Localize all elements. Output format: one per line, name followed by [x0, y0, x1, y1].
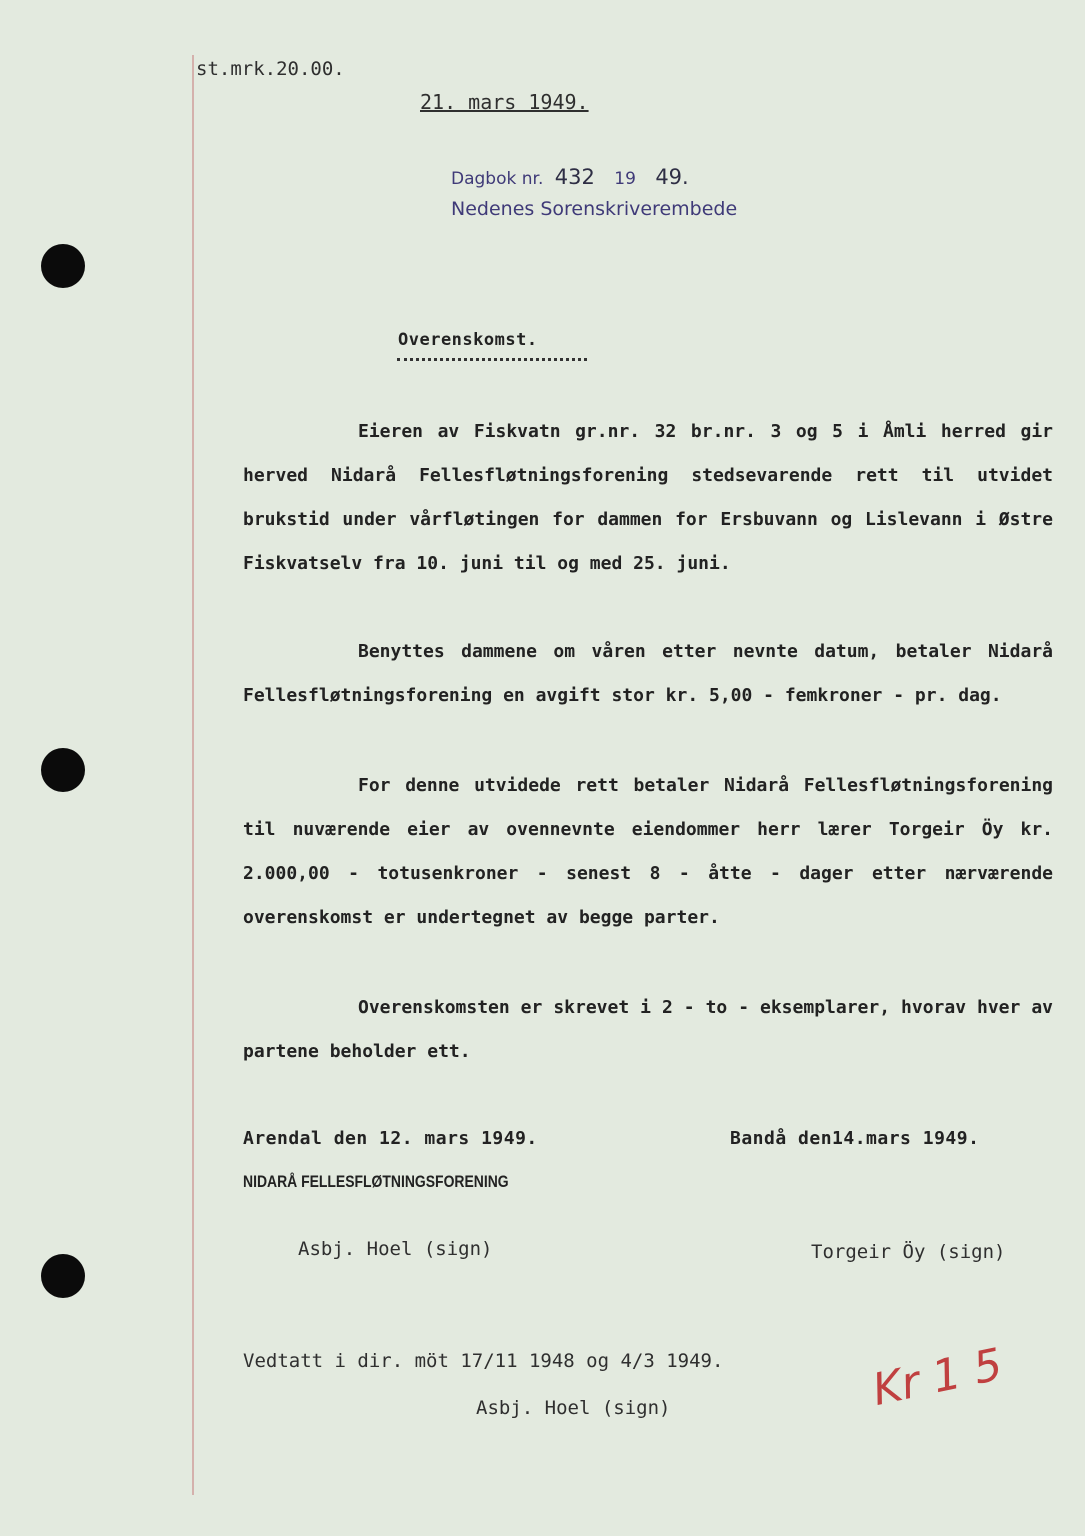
approval-signature: Asbj. Hoel (sign): [476, 1397, 671, 1419]
place-date-left: Arendal den 12. mars 1949.: [243, 1128, 538, 1149]
paragraph-4-text: Overenskomsten er skrevet i 2 - to - eksemplarer, hvorav hver av partene beholder ett.: [243, 997, 1053, 1062]
organization-name: NIDARÅ FELLESFLØTNINGSFORENING: [243, 1172, 509, 1191]
dagbok-century: 19: [614, 169, 636, 189]
paragraph-1-text: Eieren av Fiskvatn gr.nr. 32 br.nr. 3 og 5 i Åmli herred gir herved Nidarå Fellesfløtningsforening stedsevarende rett til utvidet brukstid under vårfløtingen for dammen for Ersbuvann og Lislevann i Østre Fiskvatselv fra 10. juni til og med 25. juni.: [243, 421, 1053, 574]
paragraph-1: [243, 410, 1053, 586]
paragraph-2: [243, 630, 1053, 718]
dagbok-year: 49.: [655, 165, 689, 189]
signature-left: Asbj. Hoel (sign): [298, 1238, 493, 1260]
signature-right: Torgeir Öy (sign): [811, 1241, 1006, 1263]
bleed-through-texture: [210, 120, 1030, 380]
document-heading: Overenskomst.: [398, 330, 538, 350]
heading-underline: [397, 358, 587, 361]
punch-hole-icon: [41, 1254, 85, 1298]
document-date: 21. mars 1949.: [420, 90, 589, 114]
place-date-right: Bandå den14.mars 1949.: [730, 1128, 980, 1149]
stamp-mark: st.mrk.20.00.: [196, 58, 345, 80]
dagbok-number: 432: [554, 165, 595, 189]
paragraph-3: [243, 764, 1053, 940]
office-stamp: Nedenes Sorenskriverembede: [451, 198, 738, 220]
paragraph-2-text: Benyttes dammene om våren etter nevnte datum, betaler Nidarå Fellesfløtningsforening en avgift stor kr. 5,00 - femkroner - pr. dag.: [243, 641, 1053, 706]
punch-hole-icon: [41, 748, 85, 792]
dagbok-label: Dagbok nr.: [451, 169, 544, 189]
paragraph-3-text: For denne utvidede rett betaler Nidarå Fellesfløtningsforening til nuværende eier av ovennevnte eiendommer herr lærer Torgeir Öy kr. 2.000,00 - totusenkroner - senest 8 - åtte - dager etter nærværende overenskomst er undertegnet av begge parter.: [243, 775, 1053, 928]
punch-hole-icon: [41, 244, 85, 288]
paragraph-4: [243, 986, 1053, 1074]
margin-note-handwritten: Kr 1 5: [868, 1338, 1007, 1417]
dagbok-stamp: [451, 165, 689, 189]
approval-line: Vedtatt i dir. möt 17/11 1948 og 4/3 1949.: [243, 1350, 724, 1372]
margin-rule: [192, 55, 194, 1495]
